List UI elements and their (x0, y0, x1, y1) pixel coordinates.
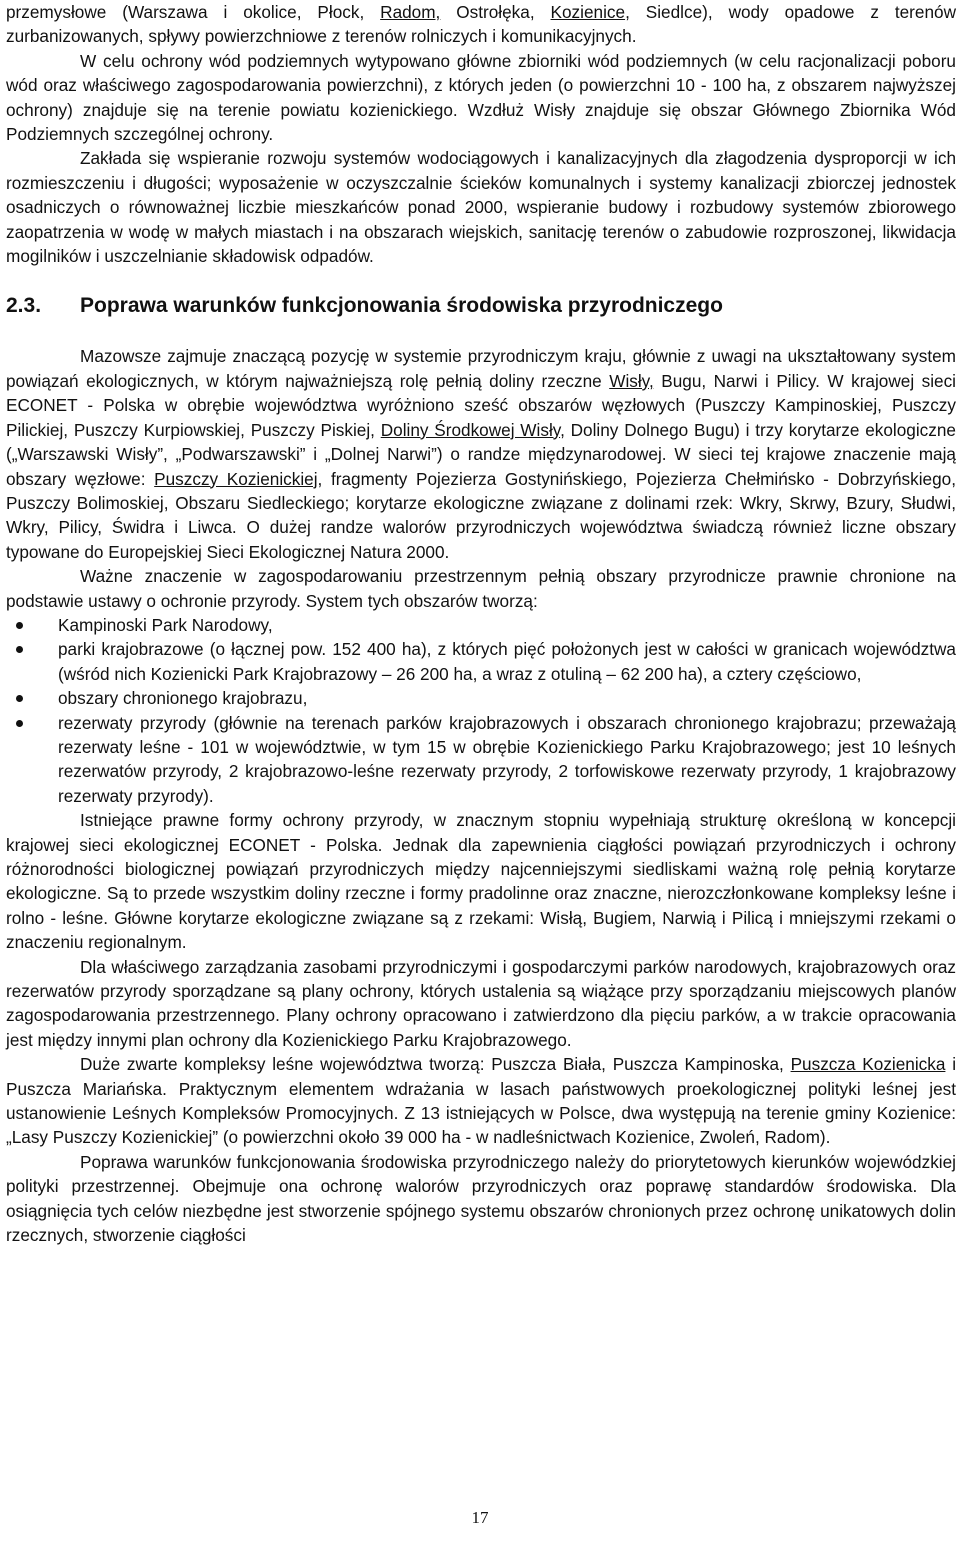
text-run: i Puszcza Mariańska. Praktycznym elementem wdrażania w lasach państwowych proekologicznej polityki leśnej jest ustanowienie Leśnych Kompleksów Promocyjnych. Z 13 istniejących w Polsce, dwa występują na terenie gminy Kozienice: „Lasy Puszczy Kozienickiej” (o powierzchni około 39 000 ha - w nadleśnictwach Kozienice, Zwoleń, Radom). (6, 1054, 957, 1148)
paragraph-policy (6, 1150, 956, 1248)
link-puszczy-kozienickiej[interactable]: Puszczy Kozienickiej (154, 468, 318, 489)
bullet-icon (16, 720, 23, 727)
link-puszcza-kozienicka[interactable]: Puszcza Kozienicka (790, 1054, 946, 1075)
text-run: Duże zwarte kompleksy leśne województwa tworzą: Puszcza Biała, Puszcza Kampinoska, (80, 1054, 791, 1075)
list-item-text: obszary chronionego krajobrazu, (58, 688, 308, 709)
link-radom[interactable]: Radom, (380, 2, 441, 22)
list-item (6, 686, 956, 710)
section-heading (6, 292, 956, 320)
text-run: Poprawa warunków funkcjonowania środowiska przyrodniczego należy do priorytetowych kierunków wojewódzkiej polityki przestrzennej. Obejmuje ona ochronę walorów przyrodniczych oraz poprawę standardów środowiska. Dla osiągnięcia tych celów niezbędne jest stworzenie spójnego systemu obszarów chronionych przez ochronę unikatowych dolin rzecznych, stworzenie ciągłości (6, 1151, 956, 1246)
bullet-icon (16, 695, 23, 702)
text-run: Ważne znaczenie w zagospodarowaniu przestrzennym pełnią obszary przyrodnicze prawnie chronione na podstawie ustawy o ochronie przyrody. System tych obszarów tworzą: (6, 566, 956, 611)
list-item (6, 613, 956, 637)
section-number: 2.3. (6, 294, 42, 318)
list-item-text: rezerwaty przyrody (głównie na terenach parków krajobrazowych i obszarach chronionego krajobrazu; przeważają rezerwaty leśne - 101 w województwie, w tym 15 w obrębie Kozienickiego Parku Krajobrazowego; jest 10 leśnych rezerwatów przyrody, 2 krajobrazowo-leśne rezerwaty przyrody, 2 torfowiskowe rezerwaty przyrody, 1 krajobrazowy rezerwaty przyrody). (58, 712, 956, 806)
paragraph-groundwater (6, 49, 956, 147)
paragraph-water-systems (6, 146, 956, 268)
list-item (6, 637, 956, 686)
protected-areas-list (6, 613, 956, 808)
text-run: przemysłowe (Warszawa i okolice, Płock, (6, 2, 381, 22)
link-kozienice[interactable]: Kozienice (550, 2, 626, 22)
text-run: , Siedlce), wody opadowe z terenów zurbanizowanych, spływy powierzchniowe z terenów rolniczych i komunikacyjnych. (6, 2, 956, 47)
list-item-text: Kampinoski Park Narodowy, (58, 614, 273, 635)
text-run: W celu ochrony wód podziemnych wytypowano główne zbiorniki wód podziemnych (w celu racjonalizacji poboru wód oraz właściwego zagospodarowania powierzchni), z których jeden (o powierzchni 10 - 100 ha, z obszarem najwyższej ochrony) znajduje się na terenie powiatu kozienickiego. Wzdłuż Wisły znajduje się obszar Głównego Zbiornika Wód Podziemnych szczególnej ochrony. (6, 50, 956, 145)
text-run: Bugu, Narwi i Pilicy. W krajowej sieci ECONET - Polska w obrębie województwa wyróżniono sześć obszarów węzłowych (Puszczy Kampinoskiej, Puszczy Pilickiej, Puszczy Kurpiowskiej, Puszczy Piskiej, (6, 370, 956, 440)
text-run: , Doliny Dolnego Bugu) i trzy korytarze ekologiczne („Warszawski Wisły”, „Podwarszawski” i „Dolnej Narwi”) o randze międzynarodowej. W sieci tej krajowe znaczenie mają obszary węzłowe: (6, 419, 956, 489)
paragraph-management (6, 955, 956, 1053)
paragraph-legal-forms (6, 808, 956, 954)
paragraph-mazowsze (6, 344, 956, 564)
text-run: Dla właściwego zarządzania zasobami przyrodniczymi i gospodarczymi parków narodowych, krajobrazowych oraz rezerwatów przyrody sporządzane są plany ochrony, których ustalenia są wiążące przy sporządzaniu miejscowych planów zagospodarowania przestrzennego. Plany ochrony opracowano i zatwierdzono dla pięciu parków, a w trakcie opracowania jest między innymi plan ochrony dla Kozienickiego Parku Krajobrazowego. (6, 956, 956, 1050)
list-item-text: parki krajobrazowe (o łącznej pow. 152 400 ha), z których pięć położonych jest w całości w granicach województwa (wśród nich Kozienicki Park Krajobrazowy – 26 200 ha, a wraz z otuliną – 62 200 ha), a cztery częściowo, (58, 639, 956, 684)
document-page (6, 0, 956, 1248)
link-doliny-srodkowej-wisly[interactable]: Doliny Środkowej Wisły (380, 419, 561, 440)
paragraph-forests (6, 1052, 956, 1150)
link-wisly[interactable]: Wisły, (609, 370, 654, 391)
text-run: Ostrołęka, (440, 2, 551, 22)
list-item (6, 711, 956, 809)
bullet-icon (16, 646, 23, 653)
text-run: Mazowsze zajmuje znaczącą pozycję w systemie przyrodniczym kraju, głównie z uwagi na ukształtowany system powiązań ekologicznych, w którym najważniejszą rolę pełnią doliny rzeczne (6, 346, 956, 391)
text-run: Zakłada się wspieranie rozwoju systemów wodociągowych i kanalizacyjnych dla złagodzenia dysproporcji w ich rozmieszczeniu i długości; wyposażenie w oczyszczalnie ścieków komunalnych i systemy kanalizacji zbiorczej jednostek osadniczych o równoważnej liczbie mieszkańców ponad 2000, wspieranie budowy i rozbudowy systemów zbiorowego zaopatrzenia w wodę w małych miastach i na obszarach wiejskich, sanitację terenów o zabudowie rozproszonej, likwidacja mogilników i uszczelnianie składowisk odpadów. (6, 148, 956, 267)
paragraph-intro (6, 0, 956, 49)
page-number: 17 (471, 1508, 489, 1527)
text-run: Istniejące prawne formy ochrony przyrody, w znacznym stopniu wypełniają strukturę określoną w koncepcji krajowej sieci ekologicznej ECONET - Polska. Jednak dla zapewnienia ciągłości powiązań przyrodniczych i ochrony różnorodności biologicznej powiązań przyrodniczych między najcenniejszymi siedliskami ważną rolę pełnią korytarze ekologiczne. Są to przede wszystkim doliny rzeczne i formy pradolinne oraz znaczne, nierozczłonkowane kompleksy leśne i rolno - leśne. Główne korytarze ekologiczne związane są z rzekami: Wisłą, Bugiem, Narwią i Pilicą i mniejszymi rzekami o znaczeniu regionalnym. (6, 810, 956, 953)
paragraph-protected-areas (6, 564, 956, 613)
text-run: , fragmenty Pojezierza Gostynińskiego, Pojezierza Chełmińsko - Dobrzyńskiego, Puszczy Bolimoskiej, Obszaru Siedleckiego; korytarze ekologiczne związane z dolinami rzek: Wkry, Skrwy, Bzury, Słudwi, Wkry, Pilicy, Świdra i Liwca. O dużej randze walorów przyrodniczych województwa świadczą również liczne obszary typowane do Europejskiej Sieci Ekologicznej Natura 2000. (6, 468, 956, 562)
section-title: Poprawa warunków funkcjonowania środowiska przyrodniczego (80, 294, 723, 318)
bullet-icon (16, 622, 23, 629)
